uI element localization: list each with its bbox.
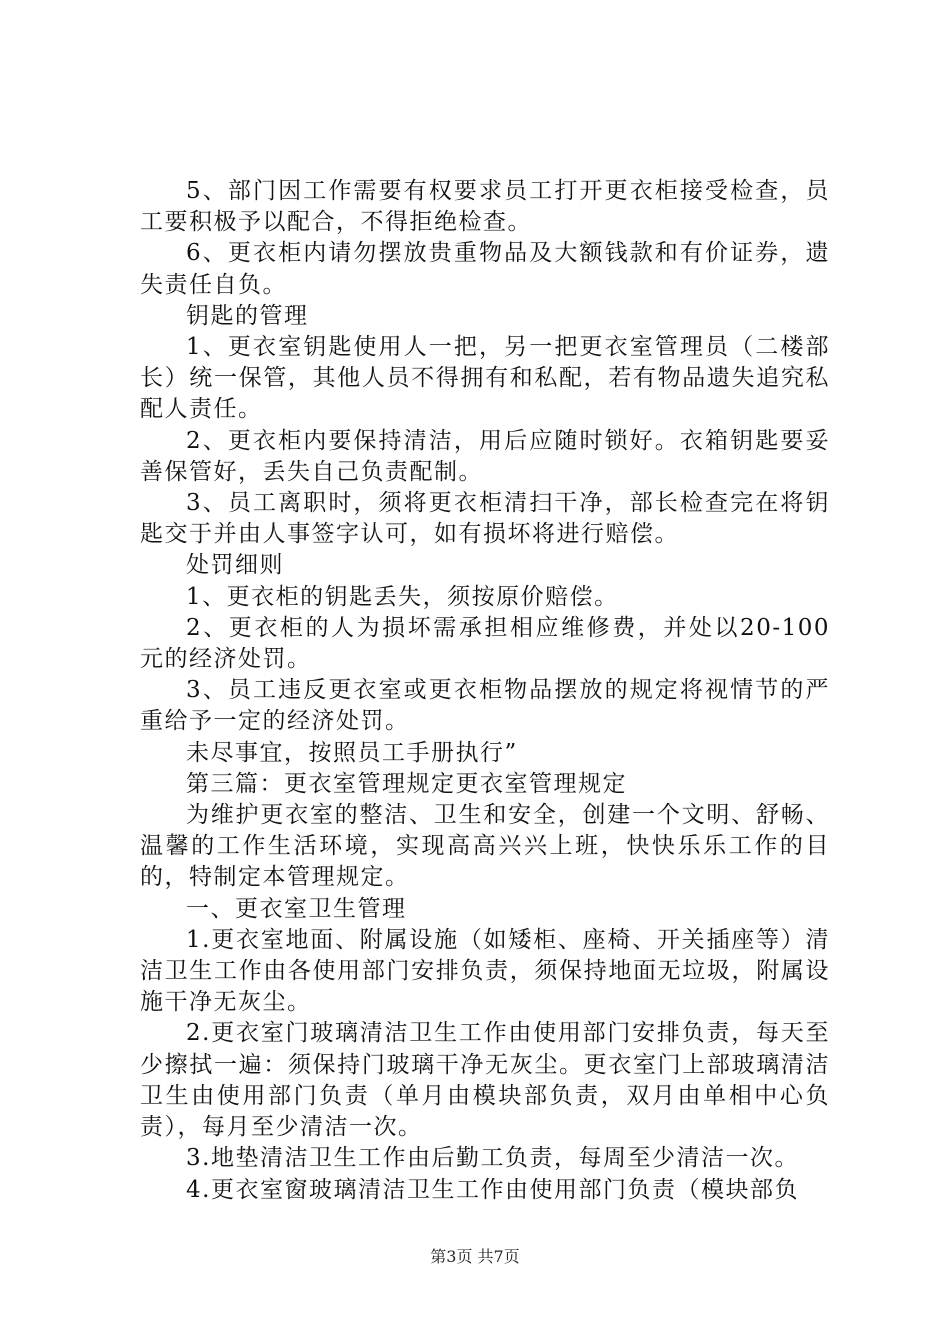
paragraph: 6、更衣柜内请勿摆放贵重物品及大额钱款和有价证券，遗失责任自负。 bbox=[140, 240, 830, 298]
paragraph: 2、更衣柜内要保持清洁，用后应随时锁好。衣箱钥匙要妥善保管好，丢失自己负责配制。 bbox=[140, 427, 830, 485]
paragraph: 3、员工违反更衣室或更衣柜物品摆放的规定将视情节的严重给予一定的经济处罚。 bbox=[140, 677, 830, 735]
paragraph: 未尽事宜，按照员工手册执行” bbox=[186, 739, 518, 766]
section-heading: 一、更衣室卫生管理 bbox=[186, 895, 407, 922]
section-heading: 第三篇：更衣室管理规定更衣室管理规定 bbox=[186, 770, 627, 797]
paragraph: 3.地垫清洁卫生工作由后勤工负责，每周至少清洁一次。 bbox=[186, 1145, 799, 1172]
paragraph: 1.更衣室地面、附属设施（如矮柜、座椅、开关插座等）清洁卫生工作由各使用部门安排负责，须保持地面无垃圾，附属设施干净无灰尘。 bbox=[140, 926, 830, 1016]
paragraph: 3、员工离职时，须将更衣柜清扫干净，部长检查完在将钥匙交于并由人事签字认可，如有损坏将进行赔偿。 bbox=[140, 490, 830, 548]
page-number: 第3页 共7页 bbox=[430, 1247, 520, 1266]
paragraph: 1、更衣室钥匙使用人一把，另一把更衣室管理员（二楼部长）统一保管，其他人员不得拥有和私配，若有物品遗失追究私配人责任。 bbox=[140, 334, 830, 423]
section-heading: 处罚细则 bbox=[186, 552, 284, 579]
paragraph: 1、更衣柜的钥匙丢失，须按原价赔偿。 bbox=[186, 583, 619, 610]
paragraph: 2、更衣柜的人为损坏需承担相应维修费，并处以20-100元的经济处罚。 bbox=[140, 614, 830, 673]
paragraph: 4.更衣室窗玻璃清洁卫生工作由使用部门负责（模块部负 bbox=[186, 1176, 799, 1203]
paragraph: 为维护更衣室的整洁、卫生和安全，创建一个文明、舒畅、温馨的工作生活环境，实现高高兴兴上班，快快乐乐工作的目的，特制定本管理规定。 bbox=[140, 802, 830, 891]
paragraph: 5、部门因工作需要有权要求员工打开更衣柜接受检查，员工要积极予以配合，不得拒绝检查。 bbox=[140, 178, 830, 236]
section-heading: 钥匙的管理 bbox=[186, 302, 309, 329]
paragraph: 2.更衣室门玻璃清洁卫生工作由使用部门安排负责，每天至少擦拭一遍：须保持门玻璃干净无灰尘。更衣室门上部玻璃清洁卫生由使用部门负责（单月由模块部负责，双月由单相中心负责），每月至少清洁一次。 bbox=[140, 1020, 830, 1141]
document-body bbox=[140, 176, 830, 1206]
